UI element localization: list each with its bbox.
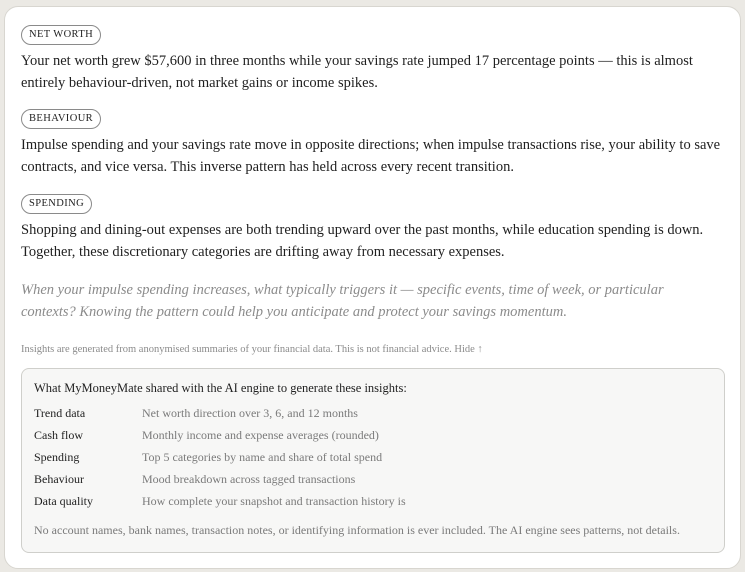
- shared-row: [34, 424, 712, 446]
- shared-row-key: Cash flow: [34, 428, 83, 442]
- shared-row-key: Trend data: [34, 406, 86, 420]
- disclaimer: [21, 343, 483, 357]
- shared-row-value: Monthly income and expense averages (rounded): [142, 428, 379, 442]
- shared-row: [34, 402, 712, 424]
- shared-row: [34, 446, 712, 468]
- shared-row-value: Top 5 categories by name and share of total spend: [142, 450, 383, 464]
- shared-row-value: Mood breakdown across tagged transactions: [142, 472, 356, 486]
- spending-tag: SPENDING: [21, 194, 92, 214]
- shared-row-key: Data quality: [34, 494, 93, 508]
- disclaimer-text: Insights are generated from anonymised summaries of your financial data. This is not financial advice.: [21, 344, 452, 355]
- behaviour-tag: BEHAVIOUR: [21, 109, 101, 129]
- shared-row: [34, 468, 712, 490]
- hide-details-link[interactable]: Hide ↑: [454, 344, 483, 355]
- shared-row: [34, 490, 712, 512]
- shared-row-value: Net worth direction over 3, 6, and 12 months: [142, 406, 358, 420]
- privacy-note: No account names, bank names, transaction notes, or identifying information is ever included. The AI engine sees patterns, not details.: [34, 523, 680, 537]
- shared-data-panel: [21, 368, 725, 553]
- shared-row-value: How complete your snapshot and transaction history is: [142, 494, 406, 508]
- net-worth-tag: NET WORTH: [21, 25, 101, 45]
- behaviour-text: Impulse spending and your savings rate move in opposite directions; when impulse transactions rise, your ability to save contracts, and vice versa. This inverse pattern has held across every recent transition.: [21, 137, 721, 175]
- section-spending: [21, 193, 721, 263]
- insights-card: [4, 6, 741, 569]
- shared-data-title: What MyMoneyMate shared with the AI engine to generate these insights:: [34, 381, 407, 395]
- shared-row-key: Behaviour: [34, 472, 84, 486]
- shared-row-key: Spending: [34, 450, 80, 464]
- net-worth-text: Your net worth grew $57,600 in three months while your savings rate jumped 17 percentage points — this is almost entirely behaviour-driven, not market gains or income spikes.: [21, 53, 693, 91]
- reflection-question: When your impulse spending increases, what typically triggers it — specific events, time of week, or particular contexts? Knowing the pattern could help you anticipate and protect your savings momentum.: [21, 282, 664, 320]
- spending-text: Shopping and dining-out expenses are both trending upward over the past months, while education spending is down. Together, these discretionary categories are drifting away from necessary expenses.: [21, 222, 704, 260]
- section-net-worth: [21, 24, 721, 94]
- section-behaviour: [21, 108, 721, 178]
